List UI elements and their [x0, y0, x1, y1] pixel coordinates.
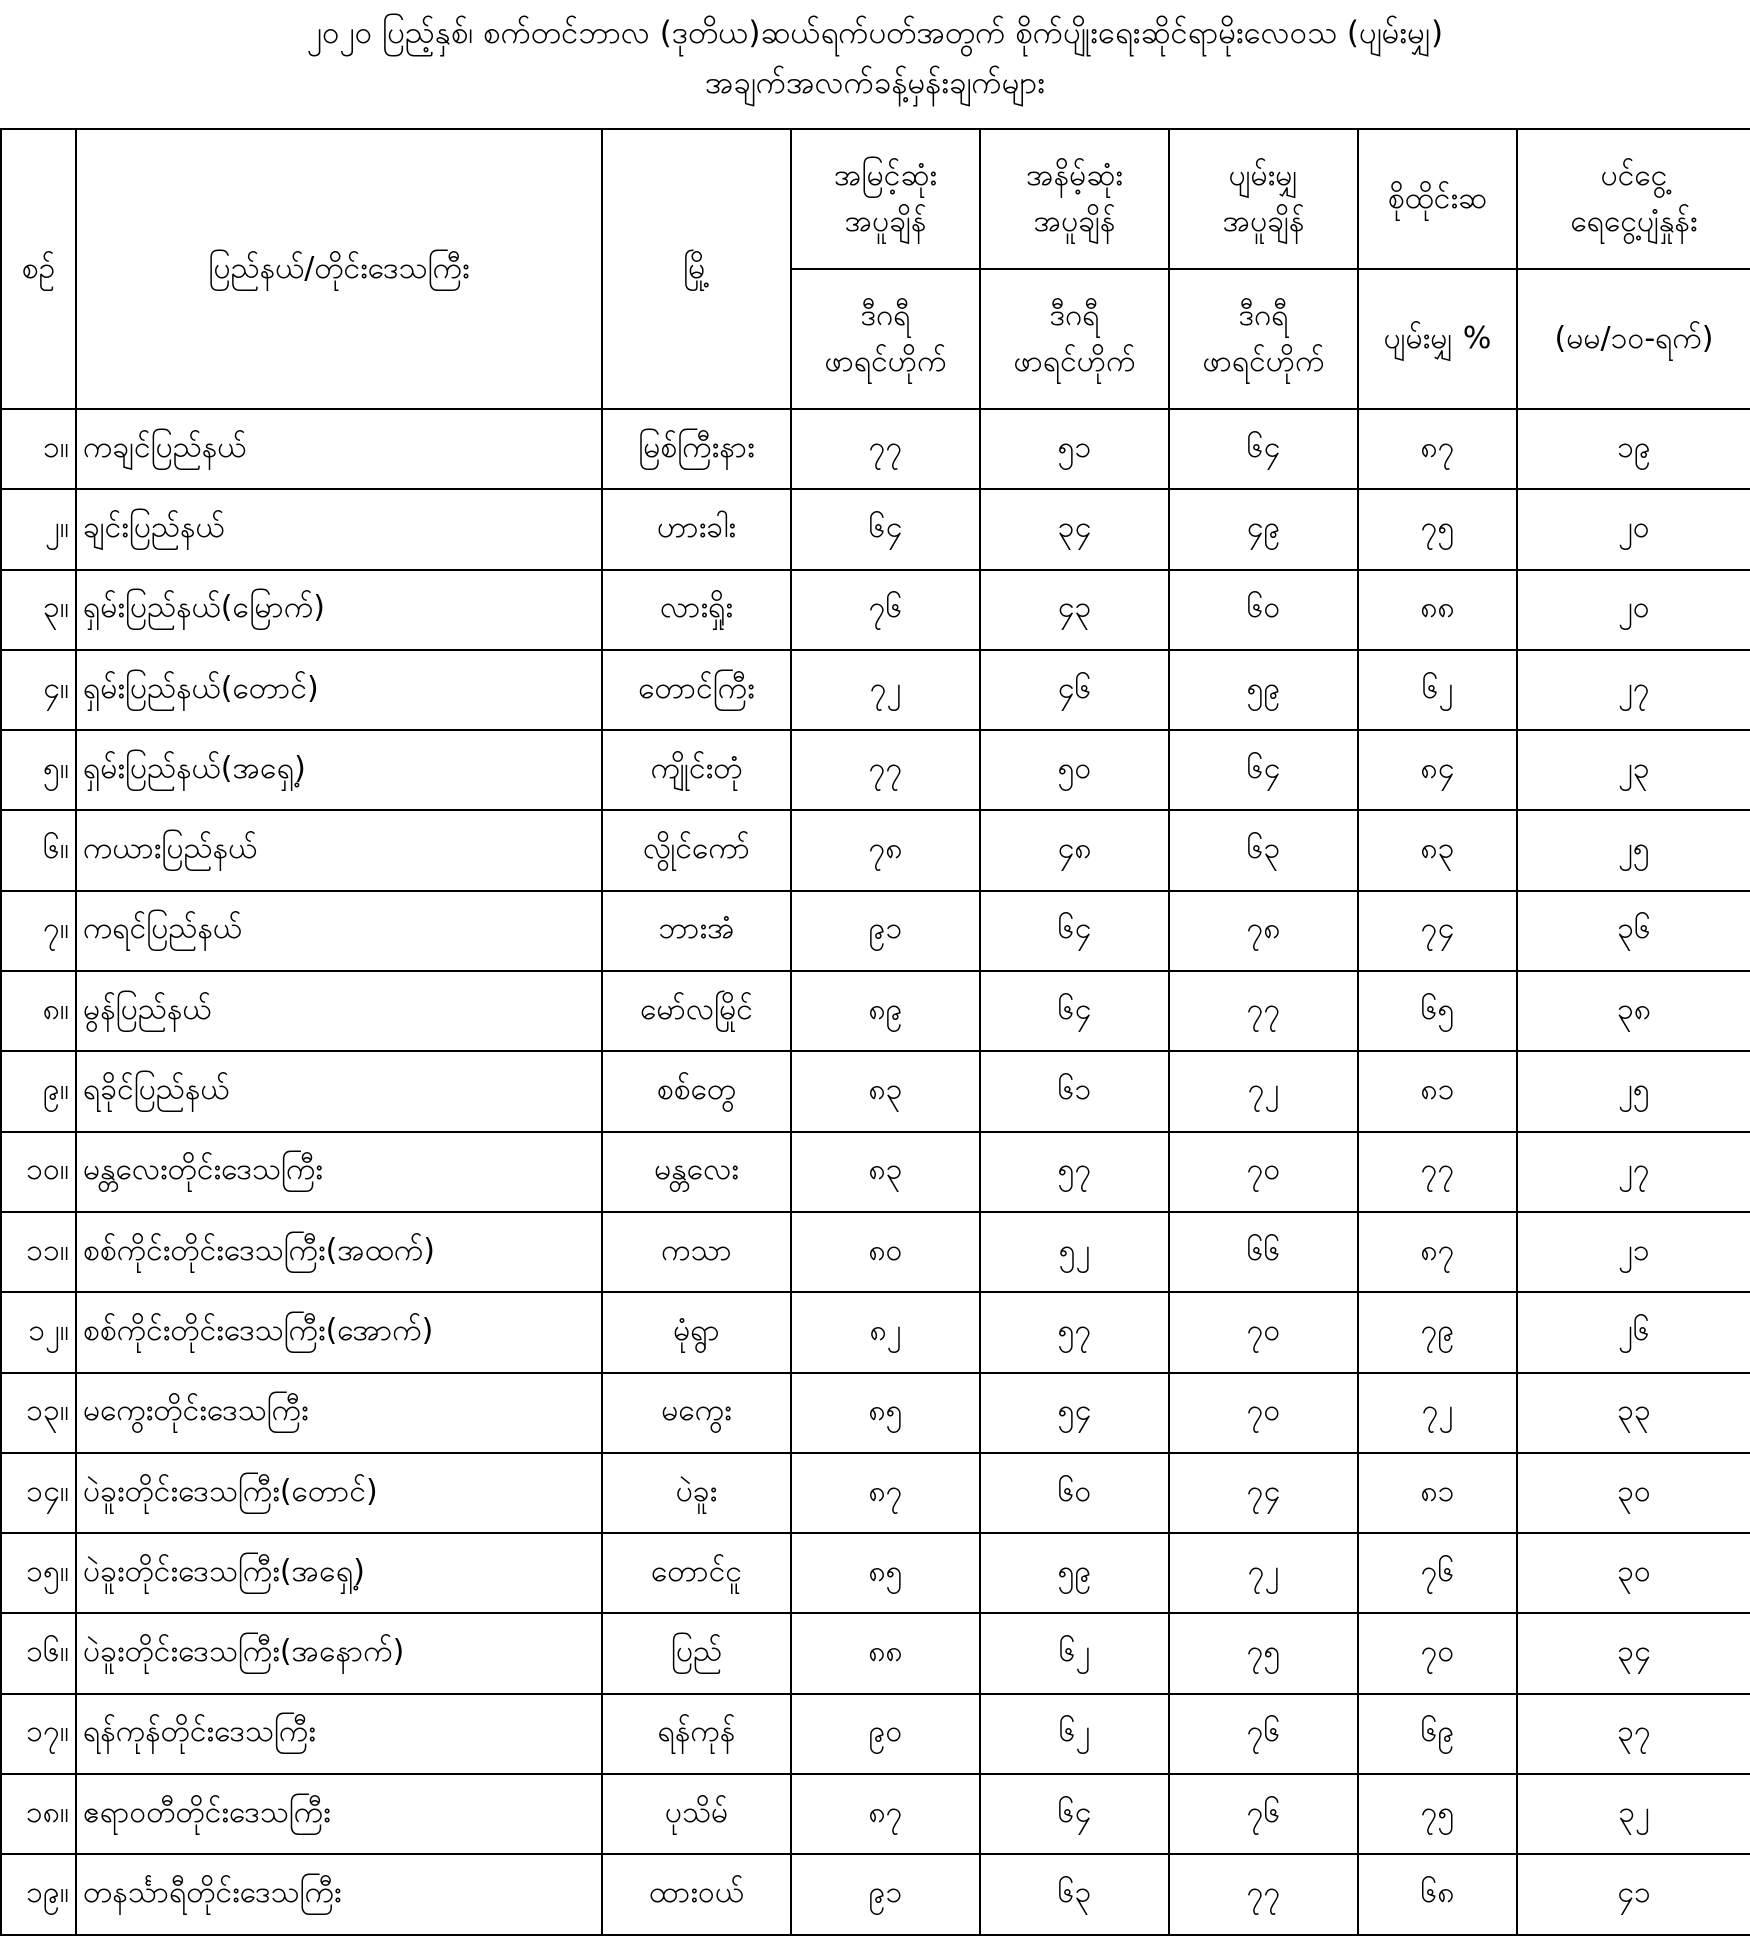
row-max-temp: ၈၅: [791, 1373, 980, 1453]
table-row: [1, 570, 1750, 650]
row-max-temp: ၈၅: [791, 1533, 980, 1613]
row-state: ဧရာဝတီတိုင်းဒေသကြီး: [76, 1774, 602, 1854]
row-min-temp: ၆၂: [980, 1613, 1169, 1693]
row-serial: ၁၄။: [1, 1453, 76, 1533]
row-max-temp: ၇၈: [791, 810, 980, 890]
row-state: ရခိုင်ပြည်နယ်: [76, 1051, 602, 1131]
header-min-temp-line2: အပူချိန်: [1033, 204, 1116, 239]
row-serial: ၁၁။: [1, 1212, 76, 1292]
forecast-table: [0, 128, 1750, 1936]
row-town: မြစ်ကြီးနား: [602, 409, 791, 489]
row-evaporation: ၃၈: [1517, 971, 1750, 1051]
row-max-temp: ၈၂: [791, 1292, 980, 1372]
header-min-temp: [980, 129, 1169, 269]
row-town: လွိုင်ကော်: [602, 810, 791, 890]
row-max-temp: ၈၇: [791, 1453, 980, 1533]
header-state: ပြည်နယ်/တိုင်းဒေသကြီး: [76, 129, 602, 409]
row-min-temp: ၅၄: [980, 1373, 1169, 1453]
row-min-temp: ၃၄: [980, 489, 1169, 569]
table-row: [1, 1453, 1750, 1533]
row-town: ကသာ: [602, 1212, 791, 1292]
row-town: မုံရွာ: [602, 1292, 791, 1372]
row-avg-temp: ၇၆: [1169, 1694, 1358, 1774]
row-min-temp: ၄၆: [980, 650, 1169, 730]
row-serial: ၉။: [1, 1051, 76, 1131]
row-state: ရန်ကုန်တိုင်းဒေသကြီး: [76, 1694, 602, 1774]
table-row: [1, 730, 1750, 810]
header-serial: စဉ်: [1, 129, 76, 409]
row-state: ရှမ်းပြည်နယ်(အရှေ့): [76, 730, 602, 810]
row-town: မန္တလေး: [602, 1132, 791, 1212]
header-avg-temp-line1: ပျမ်းမျှ: [1228, 158, 1299, 193]
row-serial: ၇။: [1, 891, 76, 971]
row-serial: ၁၇။: [1, 1694, 76, 1774]
header-max-temp-line1: အမြင့်ဆုံး: [834, 158, 937, 193]
row-state: မွန်ပြည်နယ်: [76, 971, 602, 1051]
row-evaporation: ၂၀: [1517, 489, 1750, 569]
title-line-2: အချက်အလက်ခန့်မှန်းချက်များ: [704, 65, 1045, 101]
row-avg-temp: ၆၀: [1169, 570, 1358, 650]
row-avg-temp: ၆၆: [1169, 1212, 1358, 1292]
row-humidity: ၇၇: [1358, 1132, 1517, 1212]
row-humidity: ၈၇: [1358, 409, 1517, 489]
table-row: [1, 1854, 1750, 1934]
row-humidity: ၇၂: [1358, 1373, 1517, 1453]
row-avg-temp: ၄၉: [1169, 489, 1358, 569]
row-min-temp: ၆၁: [980, 1051, 1169, 1131]
row-avg-temp: ၇၀: [1169, 1132, 1358, 1212]
table-row: [1, 1533, 1750, 1613]
row-serial: ၈။: [1, 971, 76, 1051]
row-max-temp: ၈၉: [791, 971, 980, 1051]
table-row: [1, 1292, 1750, 1372]
row-evaporation: ၂၃: [1517, 730, 1750, 810]
row-town: မော်လမြိုင်: [602, 971, 791, 1051]
row-humidity: ၆၉: [1358, 1694, 1517, 1774]
table-row: [1, 489, 1750, 569]
row-evaporation: ၂၆: [1517, 1292, 1750, 1372]
row-state: မကွေးတိုင်းဒေသကြီး: [76, 1373, 602, 1453]
row-state: မန္တလေးတိုင်းဒေသကြီး: [76, 1132, 602, 1212]
unit-max-line1: ဒီဂရီ: [860, 298, 911, 333]
unit-max-temp: [791, 269, 980, 409]
row-state: ရှမ်းပြည်နယ်(တောင်): [76, 650, 602, 730]
header-max-temp-line2: အပူချိန်: [844, 204, 927, 239]
row-evaporation: ၂၇: [1517, 1132, 1750, 1212]
row-humidity: ၆၈: [1358, 1854, 1517, 1934]
table-row: [1, 1774, 1750, 1854]
row-evaporation: ၂၀: [1517, 570, 1750, 650]
header-evaporation: [1517, 129, 1750, 269]
header-evap-line2: ရေငွေ့ပျံနှုန်း: [1570, 204, 1698, 239]
row-serial: ၃။: [1, 570, 76, 650]
row-serial: ၅။: [1, 730, 76, 810]
row-state: ပဲခူးတိုင်းဒေသကြီး(အနောက်): [76, 1613, 602, 1693]
row-state: ပဲခူးတိုင်းဒေသကြီး(အရှေ့): [76, 1533, 602, 1613]
row-serial: ၁။: [1, 409, 76, 489]
row-evaporation: ၂၅: [1517, 810, 1750, 890]
row-min-temp: ၅၇: [980, 1292, 1169, 1372]
row-avg-temp: ၇၈: [1169, 891, 1358, 971]
row-town: ထားဝယ်: [602, 1854, 791, 1934]
row-serial: ၂။: [1, 489, 76, 569]
header-humidity: စိုထိုင်းဆ: [1358, 129, 1517, 269]
row-town: ပဲခူး: [602, 1453, 791, 1533]
header-row-labels: [1, 129, 1750, 269]
row-avg-temp: ၅၉: [1169, 650, 1358, 730]
row-town: ရန်ကုန်: [602, 1694, 791, 1774]
row-town: ပြည်: [602, 1613, 791, 1693]
row-min-temp: ၆၄: [980, 1774, 1169, 1854]
header-avg-temp-line2: အပူချိန်: [1222, 204, 1305, 239]
row-max-temp: ၇၂: [791, 650, 980, 730]
row-serial: ၆။: [1, 810, 76, 890]
row-avg-temp: ၇၆: [1169, 1774, 1358, 1854]
row-town: ပုသိမ်: [602, 1774, 791, 1854]
row-avg-temp: ၇၅: [1169, 1613, 1358, 1693]
row-evaporation: ၂၅: [1517, 1051, 1750, 1131]
table-body: [1, 409, 1750, 1935]
row-evaporation: ၂၁: [1517, 1212, 1750, 1292]
row-state: စစ်ကိုင်းတိုင်းဒေသကြီး(အထက်): [76, 1212, 602, 1292]
row-serial: ၁၀။: [1, 1132, 76, 1212]
row-evaporation: ၄၁: [1517, 1854, 1750, 1934]
title-line-1: ၂၀၂၀ ပြည့်နှစ်၊ စက်တင်ဘာလ (ဒုတိယ)ဆယ်ရက်ပတ်အတွက် စိုက်ပျိုးရေးဆိုင်ရာမိုးလေဝသ (ပျမ်းမျှ): [306, 15, 1444, 51]
row-min-temp: ၅၇: [980, 1132, 1169, 1212]
row-avg-temp: ၇၂: [1169, 1051, 1358, 1131]
row-evaporation: ၃၀: [1517, 1533, 1750, 1613]
row-evaporation: ၃၆: [1517, 891, 1750, 971]
row-humidity: ၈၁: [1358, 1051, 1517, 1131]
row-max-temp: ၇၆: [791, 570, 980, 650]
row-min-temp: ၆၄: [980, 971, 1169, 1051]
row-town: တောင်ကြီး: [602, 650, 791, 730]
row-humidity: ၆၅: [1358, 971, 1517, 1051]
table-row: [1, 971, 1750, 1051]
row-state: တနင်္သာရီတိုင်းဒေသကြီး: [76, 1854, 602, 1934]
table-row: [1, 810, 1750, 890]
row-state: ကရင်ပြည်နယ်: [76, 891, 602, 971]
row-humidity: ၈၈: [1358, 570, 1517, 650]
table-row: [1, 1132, 1750, 1212]
row-min-temp: ၆၂: [980, 1694, 1169, 1774]
row-evaporation: ၁၉: [1517, 409, 1750, 489]
row-min-temp: ၄၃: [980, 570, 1169, 650]
header-evap-line1: ပင်ငွေ့: [1600, 158, 1668, 193]
table-header: [1, 129, 1750, 409]
table-row: [1, 650, 1750, 730]
row-humidity: ၇၄: [1358, 891, 1517, 971]
row-avg-temp: ၆၄: [1169, 409, 1358, 489]
row-max-temp: ၈၇: [791, 1774, 980, 1854]
row-state: ရှမ်းပြည်နယ်(မြောက်): [76, 570, 602, 650]
row-evaporation: ၃၂: [1517, 1774, 1750, 1854]
row-town: ကျိုင်းတုံ: [602, 730, 791, 810]
row-state: စစ်ကိုင်းတိုင်းဒေသကြီး(အောက်): [76, 1292, 602, 1372]
table-row: [1, 1613, 1750, 1693]
row-humidity: ၈၄: [1358, 730, 1517, 810]
row-town: တောင်ငူ: [602, 1533, 791, 1613]
row-min-temp: ၅၀: [980, 730, 1169, 810]
table-row: [1, 1212, 1750, 1292]
row-avg-temp: ၆၃: [1169, 810, 1358, 890]
row-town: စစ်တွေ: [602, 1051, 791, 1131]
row-max-temp: ၈၃: [791, 1132, 980, 1212]
row-max-temp: ၉၁: [791, 1854, 980, 1934]
header-avg-temp: [1169, 129, 1358, 269]
row-humidity: ၇၆: [1358, 1533, 1517, 1613]
row-serial: ၁၅။: [1, 1533, 76, 1613]
row-serial: ၁၉။: [1, 1854, 76, 1934]
row-min-temp: ၆၄: [980, 891, 1169, 971]
row-humidity: ၈၃: [1358, 810, 1517, 890]
row-evaporation: ၂၇: [1517, 650, 1750, 730]
row-state: ချင်းပြည်နယ်: [76, 489, 602, 569]
table-row: [1, 1694, 1750, 1774]
unit-avg-line1: ဒီဂရီ: [1238, 298, 1289, 333]
row-max-temp: ၉၁: [791, 891, 980, 971]
row-max-temp: ၆၄: [791, 489, 980, 569]
row-max-temp: ၉၀: [791, 1694, 980, 1774]
row-min-temp: ၅၂: [980, 1212, 1169, 1292]
row-min-temp: ၆၃: [980, 1854, 1169, 1934]
row-evaporation: ၃၃: [1517, 1373, 1750, 1453]
row-humidity: ၈၇: [1358, 1212, 1517, 1292]
row-min-temp: ၄၈: [980, 810, 1169, 890]
row-evaporation: ၃၀: [1517, 1453, 1750, 1533]
row-humidity: ၈၁: [1358, 1453, 1517, 1533]
row-min-temp: ၅၁: [980, 409, 1169, 489]
header-town: မြို့: [602, 129, 791, 409]
row-avg-temp: ၇၇: [1169, 1854, 1358, 1934]
row-humidity: ၇၅: [1358, 489, 1517, 569]
row-serial: ၁၆။: [1, 1613, 76, 1693]
table-row: [1, 891, 1750, 971]
row-state: ကချင်ပြည်နယ်: [76, 409, 602, 489]
unit-evaporation: (မမ/၁၀-ရက်): [1517, 269, 1750, 409]
unit-max-line2: ဖာရင်ဟိုက်: [824, 344, 947, 379]
document-title: [0, 0, 1750, 120]
row-max-temp: ၈၈: [791, 1613, 980, 1693]
unit-min-line2: ဖာရင်ဟိုက်: [1013, 344, 1136, 379]
row-town: ဘားအံ: [602, 891, 791, 971]
row-max-temp: ၈၀: [791, 1212, 980, 1292]
row-serial: ၁၃။: [1, 1373, 76, 1453]
row-serial: ၄။: [1, 650, 76, 730]
row-humidity: ၇၉: [1358, 1292, 1517, 1372]
row-state: ပဲခူးတိုင်းဒေသကြီး(တောင်): [76, 1453, 602, 1533]
table-row: [1, 1051, 1750, 1131]
row-humidity: ၆၂: [1358, 650, 1517, 730]
header-max-temp: [791, 129, 980, 269]
row-town: မကွေး: [602, 1373, 791, 1453]
row-avg-temp: ၇၇: [1169, 971, 1358, 1051]
row-evaporation: ၃၇: [1517, 1694, 1750, 1774]
row-avg-temp: ၆၄: [1169, 730, 1358, 810]
row-humidity: ၇၀: [1358, 1613, 1517, 1693]
unit-avg-line2: ဖာရင်ဟိုက်: [1202, 344, 1325, 379]
header-min-temp-line1: အနိမ့်ဆုံး: [1026, 158, 1123, 193]
table-row: [1, 409, 1750, 489]
row-avg-temp: ၇၄: [1169, 1453, 1358, 1533]
unit-min-temp: [980, 269, 1169, 409]
row-state: ကယားပြည်နယ်: [76, 810, 602, 890]
unit-humidity: ပျမ်းမျှ %: [1358, 269, 1517, 409]
unit-avg-temp: [1169, 269, 1358, 409]
row-min-temp: ၆၀: [980, 1453, 1169, 1533]
row-avg-temp: ၇၀: [1169, 1292, 1358, 1372]
unit-min-line1: ဒီဂရီ: [1049, 298, 1100, 333]
row-serial: ၁၈။: [1, 1774, 76, 1854]
row-town: လားရှိုး: [602, 570, 791, 650]
row-avg-temp: ၇၂: [1169, 1533, 1358, 1613]
row-humidity: ၇၅: [1358, 1774, 1517, 1854]
row-town: ဟားခါး: [602, 489, 791, 569]
row-serial: ၁၂။: [1, 1292, 76, 1372]
table-row: [1, 1373, 1750, 1453]
row-avg-temp: ၇၀: [1169, 1373, 1358, 1453]
row-max-temp: ၇၇: [791, 730, 980, 810]
row-max-temp: ၇၇: [791, 409, 980, 489]
row-max-temp: ၈၃: [791, 1051, 980, 1131]
row-evaporation: ၃၄: [1517, 1613, 1750, 1693]
row-min-temp: ၅၉: [980, 1533, 1169, 1613]
